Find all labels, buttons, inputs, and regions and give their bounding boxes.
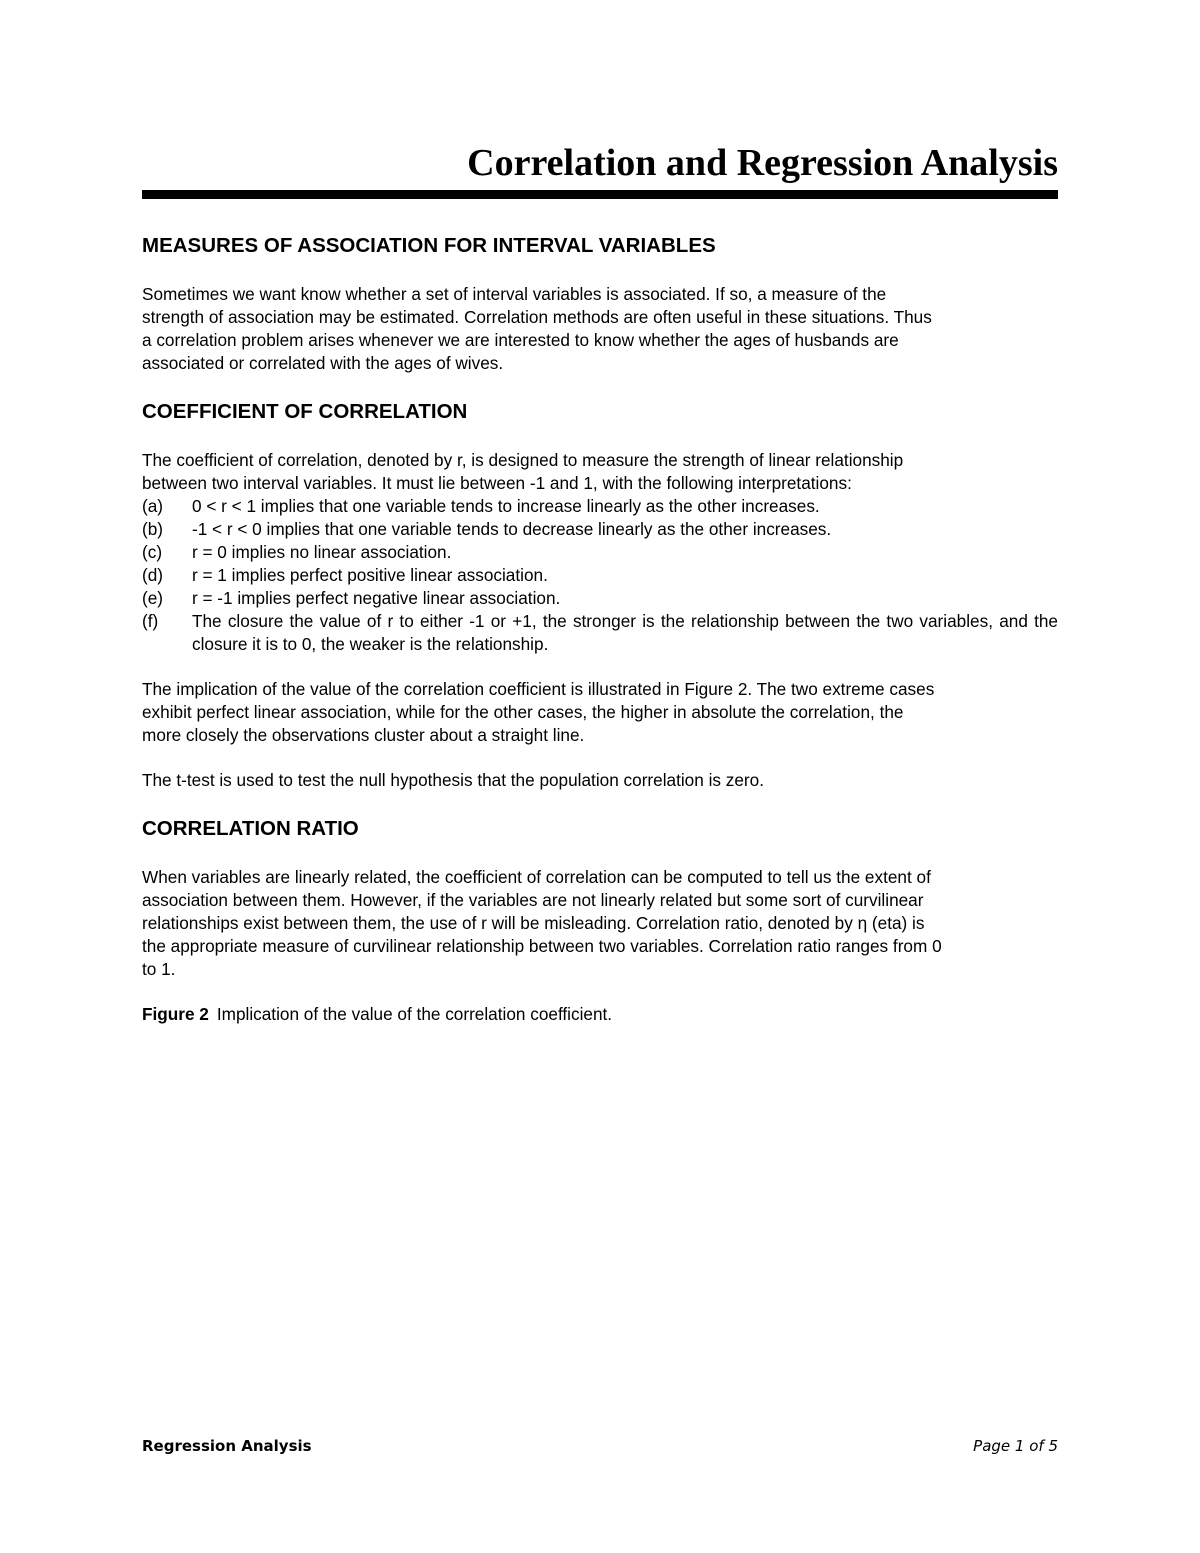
text-line: strength of association may be estimated. Correlation methods are often useful in these situations. Thus xyxy=(142,307,932,327)
text-line: to 1. xyxy=(142,959,176,979)
text-line: Sometimes we want know whether a set of interval variables is associated. If so, a measure of the xyxy=(142,284,887,304)
document-body xyxy=(142,226,1058,1026)
interpretation-list xyxy=(142,495,1058,656)
list-item xyxy=(142,610,1058,656)
list-item xyxy=(142,518,1058,541)
footer-title: Regression Analysis xyxy=(142,1437,312,1455)
figure-caption-text: Implication of the value of the correlation coefficient. xyxy=(216,1004,613,1024)
text-line: exhibit perfect linear association, while for the other cases, the higher in absolute the correlation, the xyxy=(142,702,904,722)
section-heading-coefficient: COEFFICIENT OF CORRELATION xyxy=(142,400,468,423)
ttest-paragraph: The t-test is used to test the null hypothesis that the population correlation is zero. xyxy=(142,770,764,790)
page-title: Correlation and Regression Analysis xyxy=(467,142,1058,184)
text-line: association between them. However, if the variables are not linearly related but some sort of curvilinear xyxy=(142,890,924,910)
page-footer xyxy=(142,1436,1058,1456)
list-marker: (f) xyxy=(142,611,159,631)
text-line: associated or correlated with the ages of wives. xyxy=(142,353,504,373)
text-line: more closely the observations cluster about a straight line. xyxy=(142,725,585,745)
text-line: a correlation problem arises whenever we are interested to know whether the ages of husbands are xyxy=(142,330,899,350)
section3-paragraph xyxy=(142,866,1058,981)
section1-paragraph xyxy=(142,283,1058,375)
list-item xyxy=(142,564,1058,587)
list-text: r = 1 implies perfect positive linear association. xyxy=(192,565,548,585)
list-marker: (c) xyxy=(142,542,163,562)
list-marker: (a) xyxy=(142,496,164,516)
figure-caption xyxy=(142,1003,1058,1026)
section2-paragraph xyxy=(142,678,1058,747)
text-line: between two interval variables. It must lie between -1 and 1, with the following interpretations: xyxy=(142,473,852,493)
list-marker: (d) xyxy=(142,565,164,585)
section-heading-ratio: CORRELATION RATIO xyxy=(142,817,359,840)
figure-label: Figure 2 xyxy=(142,1004,209,1024)
page-number: Page 1 of 5 xyxy=(973,1437,1058,1455)
header-rule xyxy=(142,190,1058,199)
text-line: The implication of the value of the correlation coefficient is illustrated in Figure 2. The two extreme cases xyxy=(142,679,935,699)
list-text: 0 < r < 1 implies that one variable tends to increase linearly as the other increases. xyxy=(192,496,820,516)
list-marker: (b) xyxy=(142,519,164,539)
text-line: The coefficient of correlation, denoted by r, is designed to measure the strength of linear relationship xyxy=(142,450,904,470)
section-heading-measures: MEASURES OF ASSOCIATION FOR INTERVAL VARIABLES xyxy=(142,234,716,257)
list-text: The closure the value of r to either -1 or +1, the stronger is the relationship between the two variables, and the closure it is to 0, the weaker is the relationship. xyxy=(192,611,1058,654)
list-marker: (e) xyxy=(142,588,164,608)
text-line: relationships exist between them, the use of r will be misleading. Correlation ratio, denoted by η (eta) is xyxy=(142,913,925,933)
section2-intro xyxy=(142,449,1058,495)
list-item xyxy=(142,587,1058,610)
list-item xyxy=(142,495,1058,518)
list-text: r = 0 implies no linear association. xyxy=(192,542,452,562)
list-text: r = -1 implies perfect negative linear association. xyxy=(192,588,561,608)
list-item xyxy=(142,541,1058,564)
list-text: -1 < r < 0 implies that one variable tends to decrease linearly as the other increases. xyxy=(192,519,832,539)
text-line: When variables are linearly related, the coefficient of correlation can be computed to tell us the extent of xyxy=(142,867,931,887)
text-line: the appropriate measure of curvilinear relationship between two variables. Correlation ratio ranges from 0 xyxy=(142,936,942,956)
